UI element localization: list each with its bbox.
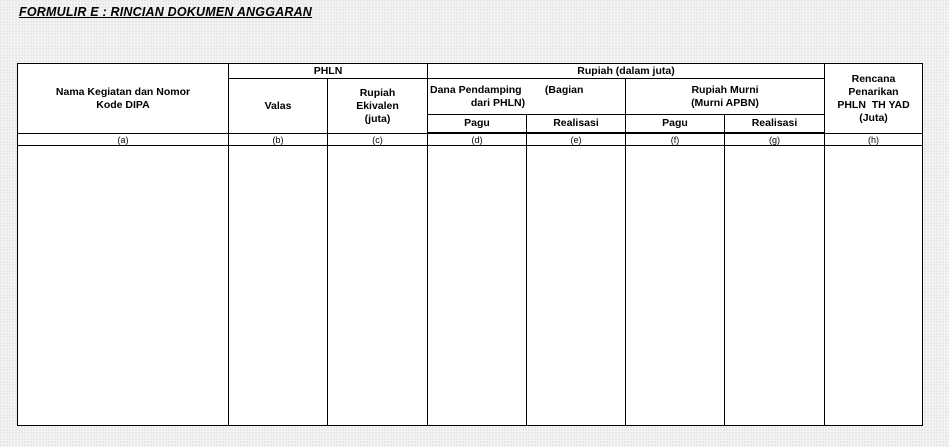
entry-cell-d (428, 146, 527, 426)
entry-cell-g (725, 146, 825, 426)
entry-cell-b (229, 146, 328, 426)
column-index-f: (f) (626, 134, 725, 146)
header-rupiah-ekivalen: Rupiah Ekivalen (juta) (328, 79, 428, 134)
header-rupiah-dalam-juta: Rupiah (dalam juta) (428, 64, 825, 79)
header-realisasi-dana-pendamping: Realisasi (527, 115, 626, 133)
header-pagu-dana-pendamping: Pagu (428, 115, 527, 133)
header-nama-kegiatan: Nama Kegiatan dan Nomor Kode DIPA (18, 64, 229, 134)
header-row-1 (18, 64, 923, 79)
header-dana-pendamping: Dana Pendamping (Bagian dari PHLN) (428, 79, 626, 115)
column-index-b: (b) (229, 134, 328, 146)
column-index-d: (d) (428, 134, 527, 146)
column-index-e: (e) (527, 134, 626, 146)
column-index-h: (h) (825, 134, 923, 146)
entry-cell-a (18, 146, 229, 426)
header-pagu-rupiah-murni: Pagu (626, 115, 725, 133)
column-index-a: (a) (18, 134, 229, 146)
header-valas: Valas (229, 79, 328, 134)
form-title: FORMULIR E : RINCIAN DOKUMEN ANGGARAN (19, 5, 313, 19)
entry-cell-f (626, 146, 725, 426)
table-body-row (18, 146, 923, 426)
header-rencana-penarikan: Rencana Penarikan PHLN TH YAD (Juta) (825, 64, 923, 134)
column-index-g: (g) (725, 134, 825, 146)
budget-document-table (17, 63, 923, 426)
header-phln: PHLN (229, 64, 428, 79)
header-realisasi-rupiah-murni: Realisasi (725, 115, 825, 133)
column-index-c: (c) (328, 134, 428, 146)
column-index-row (18, 134, 923, 146)
header-rupiah-murni: Rupiah Murni (Murni APBN) (626, 79, 825, 115)
entry-cell-h (825, 146, 923, 426)
entry-cell-e (527, 146, 626, 426)
entry-cell-c (328, 146, 428, 426)
